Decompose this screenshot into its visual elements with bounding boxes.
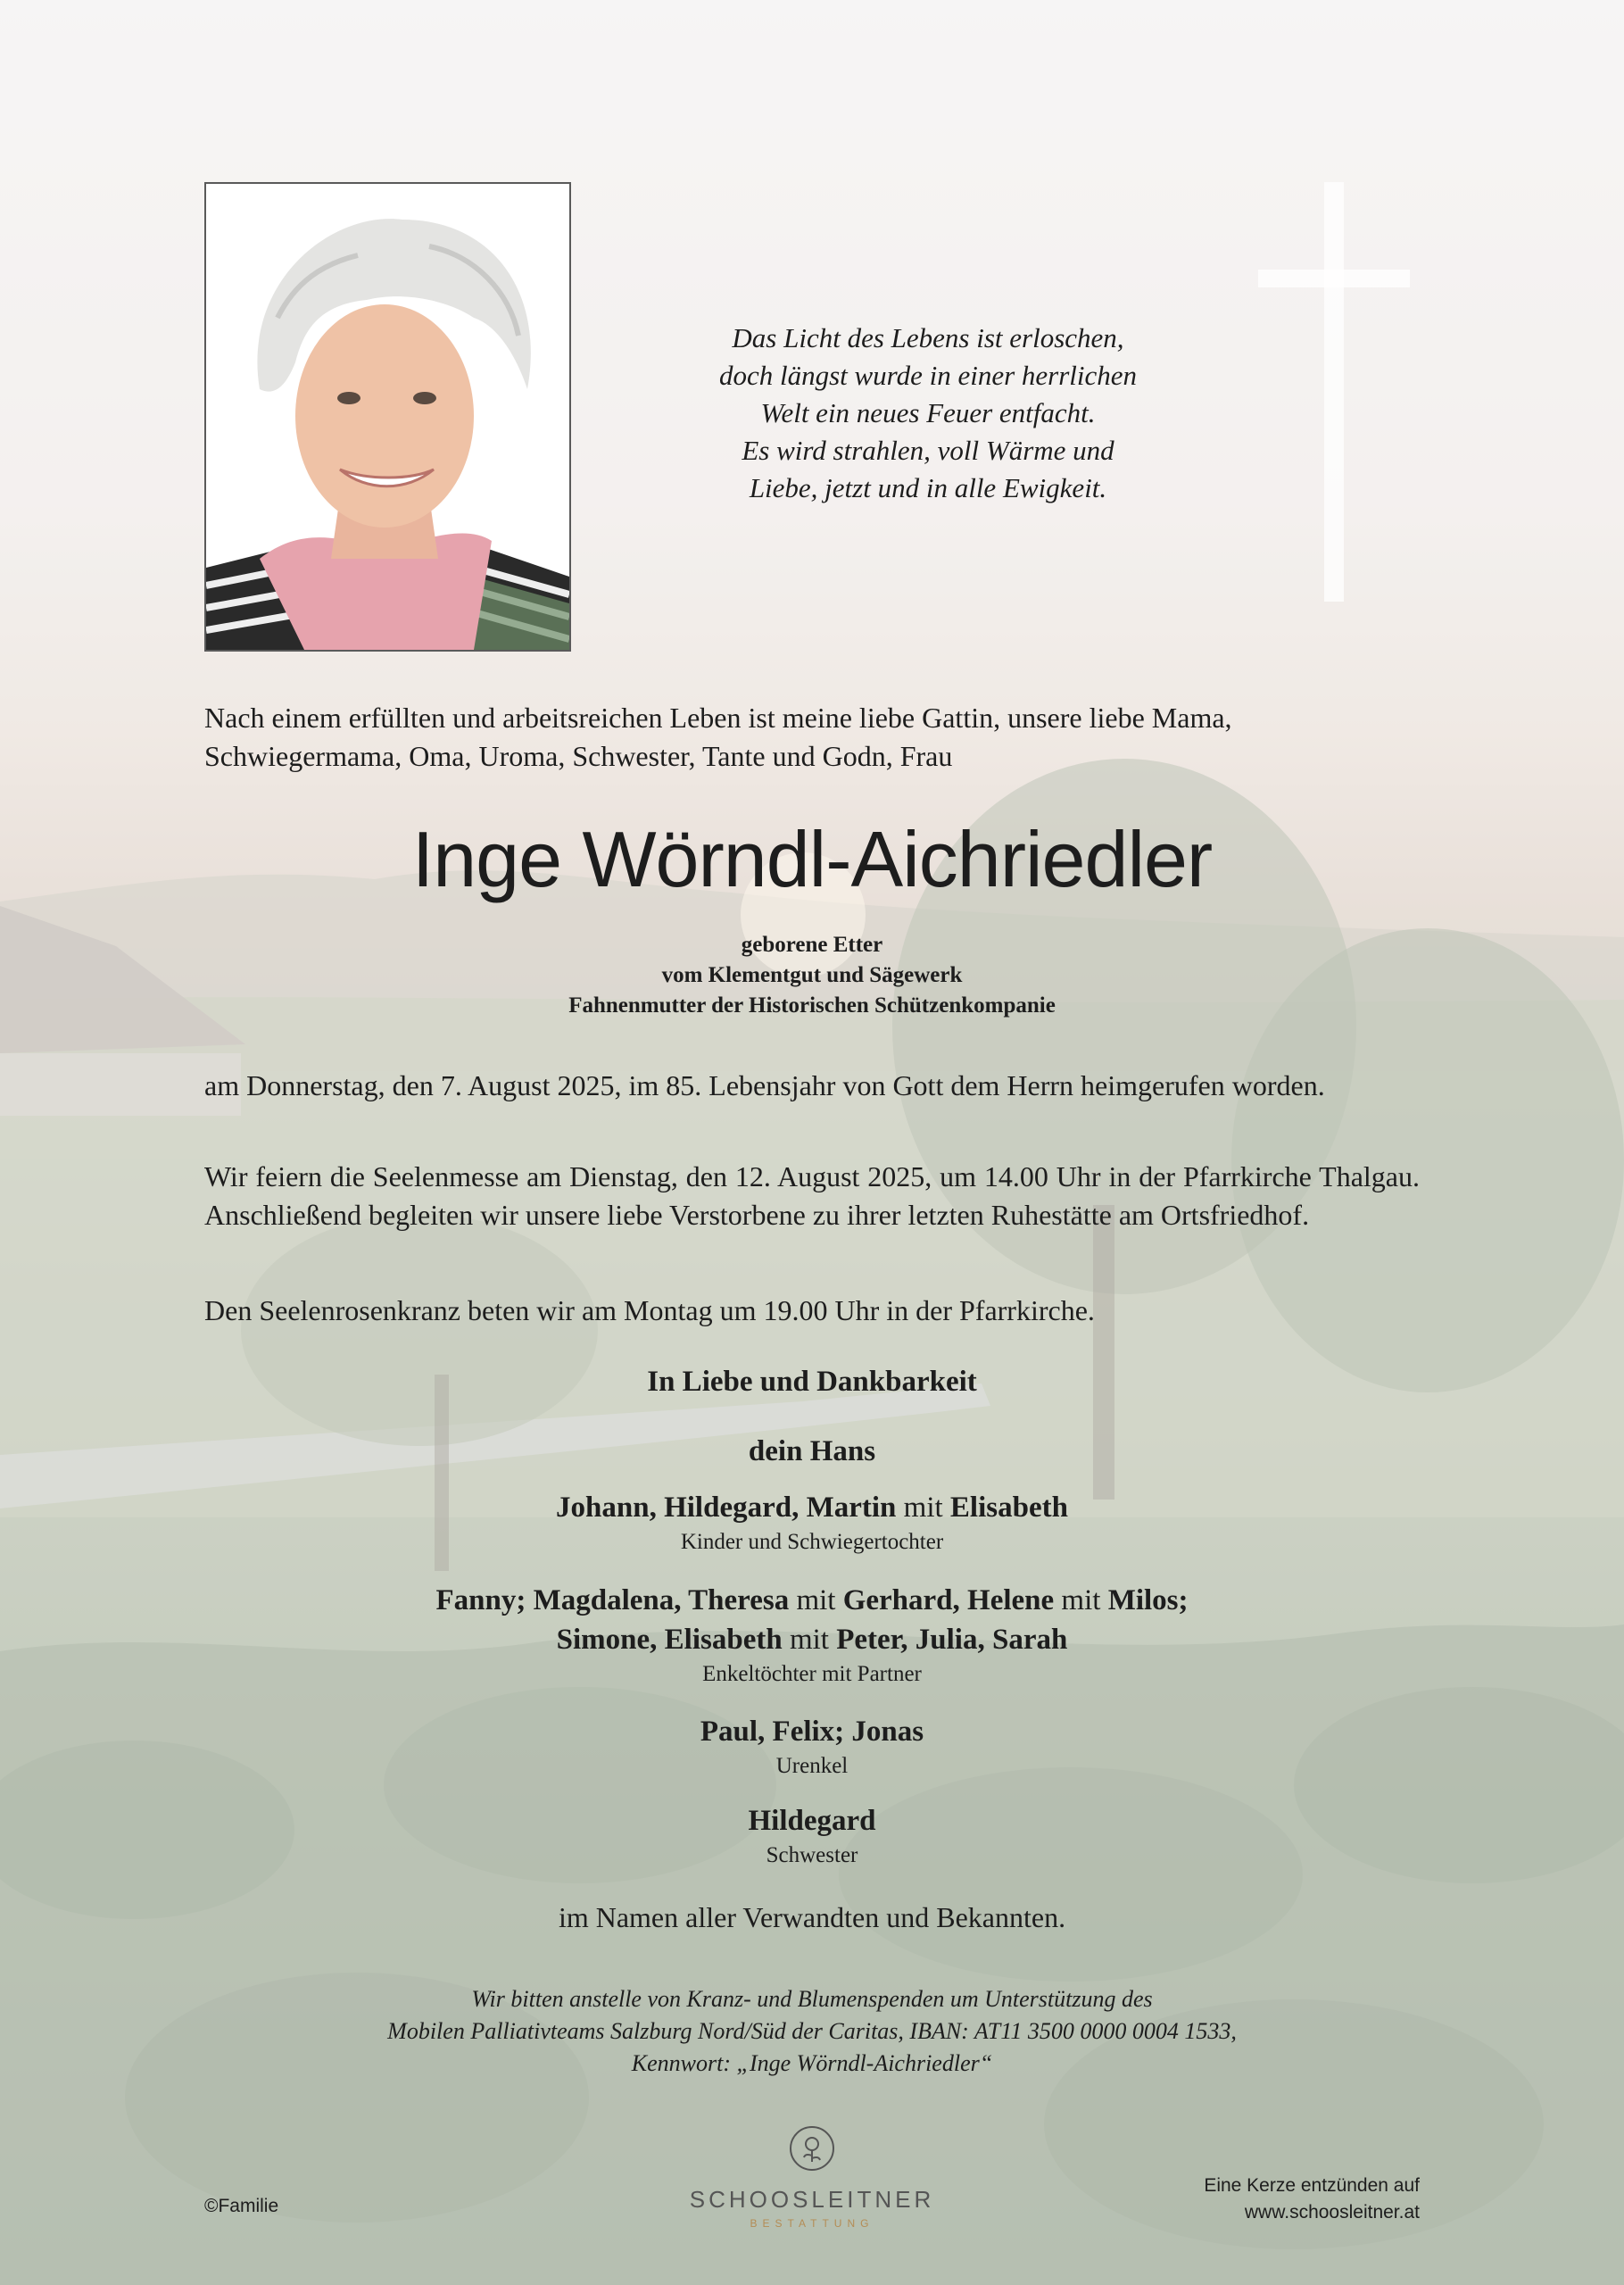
grandchildren-partners: Peter, Julia, Sarah	[836, 1624, 1068, 1656]
mourners-heading: In Liebe und Dankbarkeit	[647, 1366, 977, 1398]
poem-line: Das Licht des Lebens ist erloschen,	[732, 322, 1124, 353]
children-partner: Elisabeth	[949, 1491, 1068, 1524]
origin: vom Klementgut und Sägewerk	[661, 963, 963, 987]
candle-link[interactable]	[1204, 2173, 1420, 2226]
intro-text	[204, 699, 1420, 776]
honorary-role: Fahnenmutter der Historischen Schützenkompanie	[568, 993, 1056, 1018]
connector: mit	[796, 1584, 836, 1616]
donation-line: Wir bitten anstelle von Kranz- und Blumenspenden um Unterstützung des	[471, 1986, 1153, 2012]
donation-line: Kennwort: „Inge Wörndl-Aichriedler“	[631, 2050, 993, 2076]
funeral-home-logo	[678, 2124, 946, 2230]
great-grandchildren-group	[0, 1712, 1624, 1782]
deceased-name: Inge Wörndl-Aichriedler	[411, 815, 1213, 903]
poem-line: Es wird strahlen, voll Wärme und	[742, 435, 1114, 466]
sister-name: Hildegard	[748, 1805, 876, 1837]
donation-request	[0, 1983, 1624, 2080]
connector: mit	[789, 1624, 829, 1656]
portrait-photo	[204, 182, 571, 652]
children-group	[0, 1488, 1624, 1558]
connector: mit	[903, 1491, 943, 1524]
deceased-details	[0, 930, 1624, 1021]
grandchildren-names: Fanny; Magdalena, Theresa	[435, 1584, 790, 1616]
grandchildren-partners: Gerhard, Helene	[842, 1584, 1055, 1616]
photo-credit: ©Familie	[204, 2196, 279, 2216]
candle-text: Eine Kerze entzünden auf	[1204, 2175, 1420, 2196]
connector: mit	[1061, 1584, 1101, 1616]
birth-name: geborene Etter	[741, 933, 883, 957]
closing-line: im Namen aller Verwandten und Bekannten.	[558, 1901, 1066, 1933]
brand-subtitle: BESTATTUNG	[750, 2217, 874, 2230]
children-names: Johann, Hildegard, Martin	[556, 1491, 897, 1524]
poem-line: doch längst wurde in einer herrlichen	[718, 360, 1138, 391]
poem-line: Welt ein neues Feuer entfacht.	[760, 397, 1096, 428]
funeral-mass-notice: Wir feiern die Seelenmesse am Dienstag, den 12. August 2025, um 14.00 Uhr in der Pfarrkirche Thalgau. Anschließend begleiten wir unsere liebe Verstorbene zu ihrer letzten Ruhestätte am Ortsfriedhof.	[204, 1160, 1420, 1231]
poem-line: Liebe, jetzt und in alle Ewigkeit.	[749, 472, 1107, 503]
grandchildren-names: Simone, Elisabeth	[556, 1624, 783, 1656]
group-label: Schwester	[766, 1843, 858, 1867]
death-notice: am Donnerstag, den 7. August 2025, im 85. Lebensjahr von Gott dem Herrn heimgerufen worden.	[204, 1069, 1325, 1101]
intro-line: Schwiegermama, Oma, Uroma, Schwester, Tante und Godn, Frau	[204, 740, 953, 772]
rose-emblem-icon	[788, 2124, 836, 2173]
grandchildren-partners: Milos;	[1107, 1584, 1189, 1616]
cross-icon	[1258, 182, 1410, 602]
great-grandchildren-names: Paul, Felix; Jonas	[700, 1716, 924, 1748]
intro-line: Nach einem erfüllten und arbeitsreichen Leben ist meine liebe Gattin, unsere liebe Mama,	[204, 702, 1232, 734]
husband: dein Hans	[748, 1435, 876, 1467]
rosary-notice: Den Seelenrosenkranz beten wir am Montag um 19.00 Uhr in der Pfarrkirche.	[204, 1294, 1095, 1326]
brand-name: SCHOOSLEITNER	[689, 2186, 935, 2213]
grandchildren-group	[0, 1581, 1624, 1690]
group-label: Urenkel	[775, 1754, 849, 1778]
memorial-poem	[625, 320, 1231, 507]
sister-group	[0, 1801, 1624, 1871]
donation-line: Mobilen Palliativteams Salzburg Nord/Süd der Caritas, IBAN: AT11 3500 0000 0004 1533,	[387, 2018, 1237, 2044]
website-link[interactable]: www.schoosleitner.at	[1244, 2202, 1420, 2223]
group-label: Kinder und Schwiegertochter	[680, 1530, 944, 1554]
group-label: Enkeltöchter mit Partner	[702, 1662, 922, 1686]
